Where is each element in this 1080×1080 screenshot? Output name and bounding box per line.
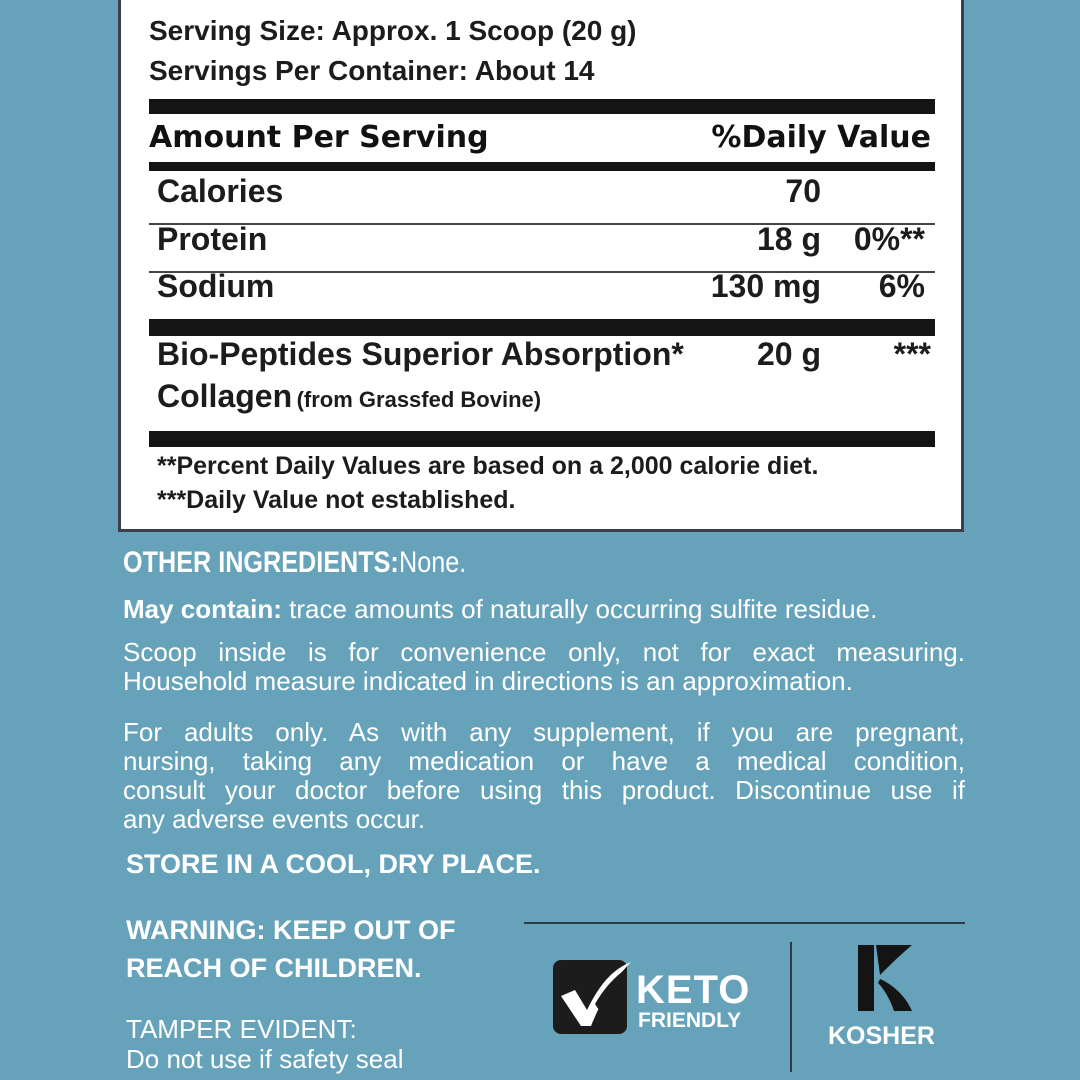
collagen-source: (from Grassfed Bovine)	[296, 387, 542, 412]
warning-line: WARNING: KEEP OUT OF	[126, 915, 456, 945]
servings-per-container: Servings Per Container: About 14	[149, 55, 595, 86]
warning	[126, 911, 456, 987]
daily-value-header: %Daily Value	[711, 120, 931, 155]
tamper-evident	[126, 1014, 403, 1074]
other-ingredients	[123, 546, 479, 580]
supplement-facts-panel	[118, 0, 964, 532]
scoop-note	[123, 638, 965, 696]
other-ingredients-value: None.	[399, 546, 467, 579]
may-contain-value: trace amounts of naturally occurring sulfite residue.	[289, 594, 878, 624]
nutrient-daily-value: 0%**	[853, 221, 925, 257]
nutrient-name: Calories	[157, 173, 284, 209]
scoop-note-line: Scoop inside is for convenience only, not for exact measuring.	[123, 637, 965, 667]
amount-per-serving-header: Amount Per Serving	[149, 120, 489, 155]
peptides-name: Bio-Peptides Superior Absorption*	[157, 336, 684, 372]
adults-note-line: nursing, taking any medication or have a medical condition,	[123, 746, 965, 776]
warning-line: REACH OF CHILDREN.	[126, 953, 422, 983]
adults-note-line: any adverse events occur.	[123, 804, 426, 834]
tamper-line: Do not use if safety seal	[126, 1044, 404, 1074]
keto-friendly-label: FRIENDLY	[638, 1009, 742, 1032]
tamper-line: TAMPER EVIDENT:	[126, 1014, 357, 1044]
kosher-k-icon	[858, 945, 914, 1011]
may-contain-label: May contain:	[123, 594, 282, 624]
keto-label: KETO	[636, 968, 751, 1012]
medium-rule	[149, 162, 935, 171]
badge-divider-horizontal	[524, 922, 965, 924]
thick-rule	[149, 99, 935, 114]
collagen-label: Collagen	[157, 378, 293, 414]
thick-rule	[149, 431, 935, 447]
thick-rule	[149, 319, 935, 336]
nutrient-amount: 130 mg	[710, 268, 821, 304]
peptides-daily-value: ***	[893, 336, 931, 372]
peptides-amount: 20 g	[756, 336, 821, 372]
peptides-name-line2	[157, 378, 541, 415]
storage-instructions: STORE IN A COOL, DRY PLACE.	[126, 849, 541, 879]
nutrient-name: Sodium	[157, 268, 275, 304]
may-contain	[123, 595, 965, 624]
scoop-note-line: Household measure indicated in directions is an approximation.	[123, 666, 853, 696]
nutrient-amount: 18 g	[756, 221, 821, 257]
adults-note	[123, 718, 965, 834]
nutrient-daily-value: 6%	[878, 268, 925, 304]
badge-divider-vertical	[790, 942, 792, 1072]
serving-size: Serving Size: Approx. 1 Scoop (20 g)	[149, 15, 637, 46]
adults-note-line: For adults only. As with any supplement, if you are pregnant,	[123, 717, 965, 747]
nutrient-name: Protein	[157, 221, 268, 257]
footnote-daily-values: **Percent Daily Values are based on a 2,000 calorie diet.	[157, 452, 819, 480]
adults-note-line: consult your doctor before using this product. Discontinue use if	[123, 775, 965, 805]
other-ingredients-label: OTHER INGREDIENTS:	[123, 546, 399, 579]
checkmark-leaf-icon	[553, 960, 631, 1034]
nutrient-amount: 70	[785, 173, 821, 209]
footnote-not-established: ***Daily Value not established.	[157, 486, 516, 514]
kosher-label: KOSHER	[828, 1022, 935, 1050]
